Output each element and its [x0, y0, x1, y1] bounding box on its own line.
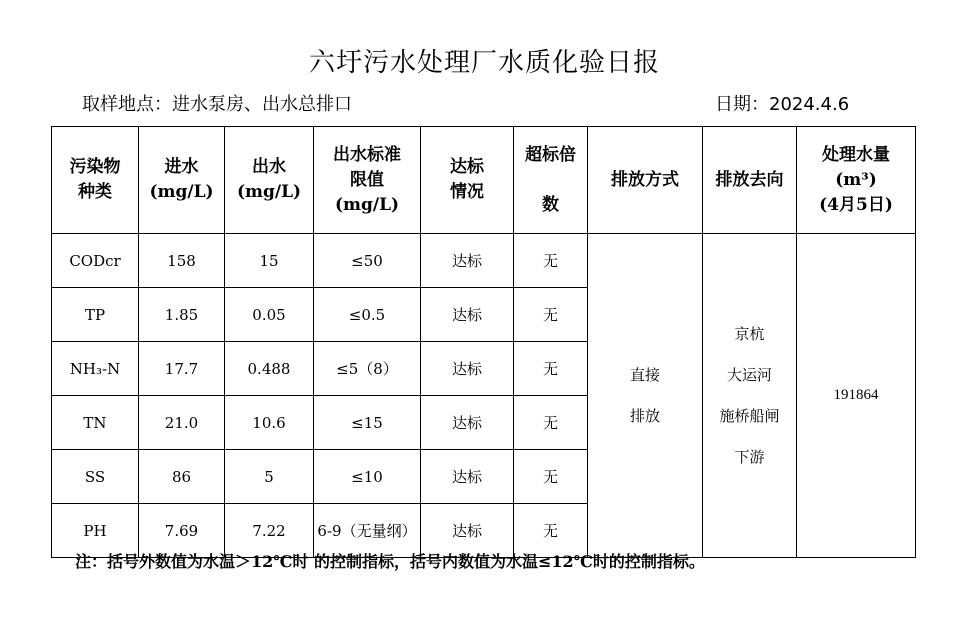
- limit-value: ≤15: [314, 396, 421, 450]
- status-value: 达标: [421, 288, 514, 342]
- influent-value: 158: [139, 234, 225, 288]
- status-value: 达标: [421, 450, 514, 504]
- limit-value: ≤0.5: [314, 288, 421, 342]
- pollutant-name: SS: [52, 450, 139, 504]
- exceed-value: 无: [514, 396, 588, 450]
- table-row: [52, 234, 916, 288]
- influent-value: 17.7: [139, 342, 225, 396]
- header-row: [52, 127, 916, 234]
- effluent-value: 10.6: [225, 396, 314, 450]
- limit-value: 6-9（无量纲）: [314, 504, 421, 558]
- effluent-value: 0.488: [225, 342, 314, 396]
- influent-value: 21.0: [139, 396, 225, 450]
- exceed-value: 无: [514, 504, 588, 558]
- discharge-method-cell: 直接 排放: [588, 234, 703, 558]
- header-discharge-destination: 排放去向: [703, 127, 797, 234]
- exceed-value: 无: [514, 342, 588, 396]
- report-date: 日期：2024.4.6: [715, 94, 850, 115]
- effluent-value: 0.05: [225, 288, 314, 342]
- header-effluent: 出水 (mg/L): [225, 127, 314, 234]
- sampling-location: 取样地点：进水泵房、出水总排口: [82, 94, 352, 115]
- influent-value: 86: [139, 450, 225, 504]
- treated-volume-value: 191864: [797, 234, 916, 558]
- header-exceed-multiple: 超标倍 数: [514, 127, 588, 234]
- water-quality-table: [51, 126, 916, 558]
- effluent-value: 7.22: [225, 504, 314, 558]
- report-title: 六圩污水处理厂水质化验日报: [308, 48, 660, 78]
- pollutant-name: TN: [52, 396, 139, 450]
- exceed-value: 无: [514, 450, 588, 504]
- effluent-value: 15: [225, 234, 314, 288]
- limit-value: ≤5（8）: [314, 342, 421, 396]
- header-treated-volume: 处理水量 (m³) (4月5日): [797, 127, 916, 234]
- pollutant-name: TP: [52, 288, 139, 342]
- header-effluent-limit: 出水标准 限值 (mg/L): [314, 127, 421, 234]
- influent-value: 7.69: [139, 504, 225, 558]
- header-compliance-status: 达标 情况: [421, 127, 514, 234]
- discharge-destination-cell: 京杭 大运河 施桥船闸 下游: [703, 234, 797, 558]
- status-value: 达标: [421, 396, 514, 450]
- header-discharge-method: 排放方式: [588, 127, 703, 234]
- footnote: 注：括号外数值为水温＞12℃时 的控制指标，括号内数值为水温≤12℃时的控制指标。: [75, 552, 705, 571]
- exceed-value: 无: [514, 234, 588, 288]
- status-value: 达标: [421, 234, 514, 288]
- effluent-value: 5: [225, 450, 314, 504]
- status-value: 达标: [421, 342, 514, 396]
- exceed-value: 无: [514, 288, 588, 342]
- limit-value: ≤50: [314, 234, 421, 288]
- pollutant-name: NH₃-N: [52, 342, 139, 396]
- header-influent: 进水 (mg/L): [139, 127, 225, 234]
- pollutant-name: CODcr: [52, 234, 139, 288]
- influent-value: 1.85: [139, 288, 225, 342]
- status-value: 达标: [421, 504, 514, 558]
- limit-value: ≤10: [314, 450, 421, 504]
- pollutant-name: PH: [52, 504, 139, 558]
- header-pollutant-type: 污染物 种类: [52, 127, 139, 234]
